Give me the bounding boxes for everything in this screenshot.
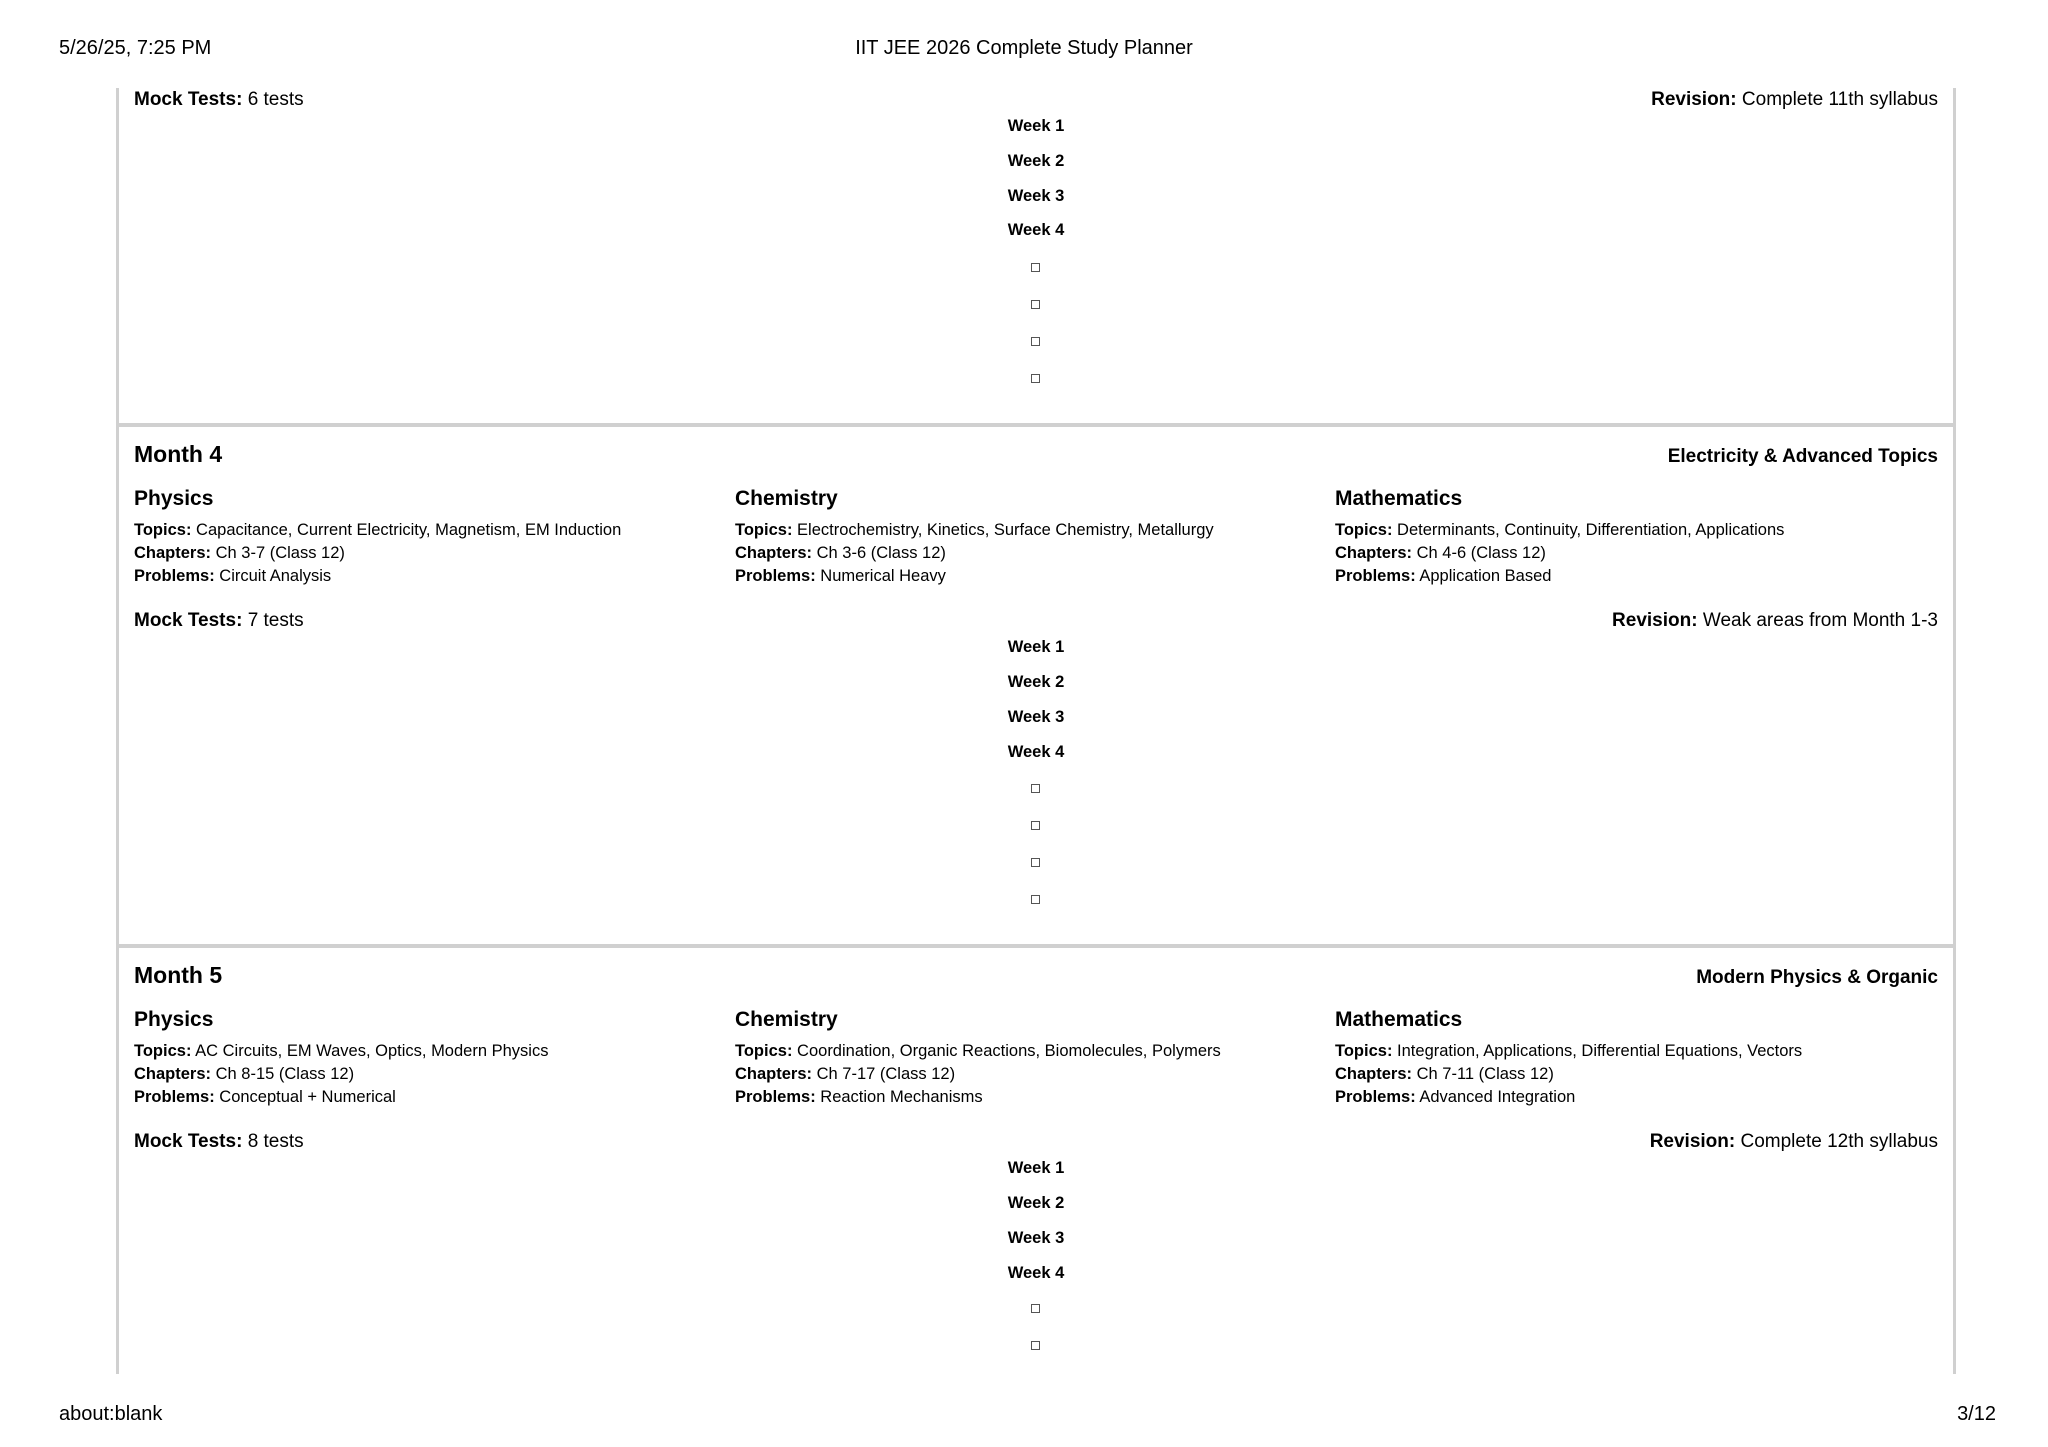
week-checkbox[interactable] xyxy=(1031,1304,1040,1313)
week-checkbox[interactable] xyxy=(1031,374,1040,383)
revision-value: Complete 11th syllabus xyxy=(1741,89,1938,110)
topics-value: Integration, Applications, Differential Equations, Vectors xyxy=(1397,1042,1803,1060)
month-divider xyxy=(119,944,1953,948)
week-checkbox[interactable] xyxy=(1031,784,1040,793)
topics-line xyxy=(735,1040,1295,1063)
topics-label: Topics: xyxy=(735,521,793,539)
problems-label: Problems: xyxy=(134,567,215,585)
chapters-label: Chapters: xyxy=(1335,544,1413,562)
month-title: Month 5 xyxy=(134,962,223,988)
topics-label: Topics: xyxy=(1335,1042,1393,1060)
week-checkbox[interactable] xyxy=(1031,337,1040,346)
revision-value: Weak areas from Month 1-3 xyxy=(1702,610,1938,631)
week-checkbox[interactable] xyxy=(1031,858,1040,867)
week-checkbox[interactable] xyxy=(1031,263,1040,272)
print-footer-page-number: 3/12 xyxy=(1957,1403,1996,1425)
problems-line xyxy=(735,1086,1295,1109)
problems-value: Circuit Analysis xyxy=(219,567,332,585)
problems-value: Application Based xyxy=(1419,567,1552,585)
revision-row xyxy=(1651,89,1938,111)
problems-label: Problems: xyxy=(735,567,816,585)
problems-label: Problems: xyxy=(735,1088,816,1106)
chapters-line xyxy=(134,542,694,565)
print-footer-url: about:blank xyxy=(59,1403,163,1425)
topics-label: Topics: xyxy=(1335,521,1393,539)
mock-tests-row xyxy=(134,89,304,111)
chapters-value: Ch 3-6 (Class 12) xyxy=(816,544,946,562)
chapters-label: Chapters: xyxy=(735,544,813,562)
chapters-line xyxy=(1335,542,1895,565)
mock-tests-row xyxy=(134,610,304,632)
subject-physics xyxy=(134,487,694,588)
subject-physics xyxy=(134,1008,694,1109)
topics-label: Topics: xyxy=(134,521,192,539)
week-checkbox[interactable] xyxy=(1031,1341,1040,1350)
week-label: Week 1 xyxy=(1007,638,1065,656)
problems-line xyxy=(1335,565,1895,588)
problems-line xyxy=(134,1086,694,1109)
chapters-label: Chapters: xyxy=(735,1065,813,1083)
topics-value: Capacitance, Current Electricity, Magnetism, EM Induction xyxy=(196,521,622,539)
print-header-title: IIT JEE 2026 Complete Study Planner xyxy=(855,37,1193,59)
problems-label: Problems: xyxy=(1335,567,1416,585)
mock-tests-value: 7 tests xyxy=(247,610,304,631)
chapters-line xyxy=(735,542,1295,565)
topics-line xyxy=(1335,1040,1895,1063)
topics-value: AC Circuits, EM Waves, Optics, Modern Physics xyxy=(195,1042,549,1060)
week-label: Week 3 xyxy=(1007,1229,1065,1247)
mock-tests-label: Mock Tests: xyxy=(134,610,243,631)
topics-value: Coordination, Organic Reactions, Biomolecules, Polymers xyxy=(797,1042,1221,1060)
problems-line xyxy=(1335,1086,1895,1109)
topics-label: Topics: xyxy=(134,1042,192,1060)
chapters-value: Ch 8-15 (Class 12) xyxy=(215,1065,355,1083)
week-label: Week 2 xyxy=(1007,152,1065,170)
problems-value: Advanced Integration xyxy=(1419,1088,1576,1106)
week-label: Week 2 xyxy=(1007,1194,1065,1212)
revision-label: Revision: xyxy=(1651,89,1737,110)
mock-tests-value: 8 tests xyxy=(247,1131,304,1152)
problems-line xyxy=(735,565,1295,588)
chapters-label: Chapters: xyxy=(134,1065,212,1083)
week-label: Week 3 xyxy=(1007,187,1065,205)
month-divider xyxy=(119,423,1953,427)
chapters-line xyxy=(735,1063,1295,1086)
print-header-datetime: 5/26/25, 7:25 PM xyxy=(59,37,212,59)
week-label: Week 4 xyxy=(1007,221,1065,239)
revision-row xyxy=(1650,1131,1938,1153)
week-checkbox[interactable] xyxy=(1031,821,1040,830)
subject-mathematics xyxy=(1335,487,1895,588)
subject-name: Chemistry xyxy=(735,487,838,510)
revision-label: Revision: xyxy=(1649,1131,1736,1152)
problems-value: Reaction Mechanisms xyxy=(820,1088,983,1106)
problems-line xyxy=(134,565,694,588)
week-label: Week 3 xyxy=(1007,708,1065,726)
revision-label: Revision: xyxy=(1612,610,1698,631)
month-title: Month 4 xyxy=(134,441,223,467)
chapters-value: Ch 7-17 (Class 12) xyxy=(816,1065,956,1083)
mock-tests-row xyxy=(134,1131,304,1153)
topics-value: Determinants, Continuity, Differentiation, Applications xyxy=(1397,521,1785,539)
chapters-line xyxy=(134,1063,694,1086)
revision-row xyxy=(1612,610,1938,632)
chapters-label: Chapters: xyxy=(1335,1065,1413,1083)
month-theme: Modern Physics & Organic xyxy=(1696,967,1938,988)
topics-label: Topics: xyxy=(735,1042,793,1060)
topics-value: Electrochemistry, Kinetics, Surface Chemistry, Metallurgy xyxy=(797,521,1214,539)
topics-line xyxy=(134,1040,694,1063)
topics-line xyxy=(1335,519,1895,542)
problems-value: Numerical Heavy xyxy=(820,567,946,585)
subject-mathematics xyxy=(1335,1008,1895,1109)
subject-name: Physics xyxy=(134,1008,214,1031)
mock-tests-label: Mock Tests: xyxy=(134,1131,243,1152)
chapters-label: Chapters: xyxy=(134,544,212,562)
chapters-value: Ch 3-7 (Class 12) xyxy=(215,544,345,562)
subject-chemistry xyxy=(735,1008,1295,1109)
problems-value: Conceptual + Numerical xyxy=(219,1088,396,1106)
week-label: Week 4 xyxy=(1007,1264,1065,1282)
week-label: Week 1 xyxy=(1007,1159,1065,1177)
topics-line xyxy=(134,519,694,542)
month-theme: Electricity & Advanced Topics xyxy=(1667,446,1938,467)
topics-line xyxy=(735,519,1295,542)
planner-content xyxy=(116,88,1956,1374)
chapters-value: Ch 4-6 (Class 12) xyxy=(1416,544,1546,562)
chapters-value: Ch 7-11 (Class 12) xyxy=(1416,1065,1554,1083)
subject-chemistry xyxy=(735,487,1295,588)
mock-tests-label: Mock Tests: xyxy=(134,89,243,110)
subject-name: Mathematics xyxy=(1335,487,1463,510)
week-label: Week 2 xyxy=(1007,673,1065,691)
subject-name: Physics xyxy=(134,487,214,510)
week-label: Week 4 xyxy=(1007,743,1065,761)
mock-tests-value: 6 tests xyxy=(247,89,304,110)
week-checkbox[interactable] xyxy=(1031,895,1040,904)
week-checkbox[interactable] xyxy=(1031,300,1040,309)
subject-name: Mathematics xyxy=(1335,1008,1463,1031)
problems-label: Problems: xyxy=(1335,1088,1416,1106)
revision-value: Complete 12th syllabus xyxy=(1740,1131,1938,1152)
week-label: Week 1 xyxy=(1007,117,1065,135)
chapters-line xyxy=(1335,1063,1895,1086)
subject-name: Chemistry xyxy=(735,1008,838,1031)
problems-label: Problems: xyxy=(134,1088,215,1106)
